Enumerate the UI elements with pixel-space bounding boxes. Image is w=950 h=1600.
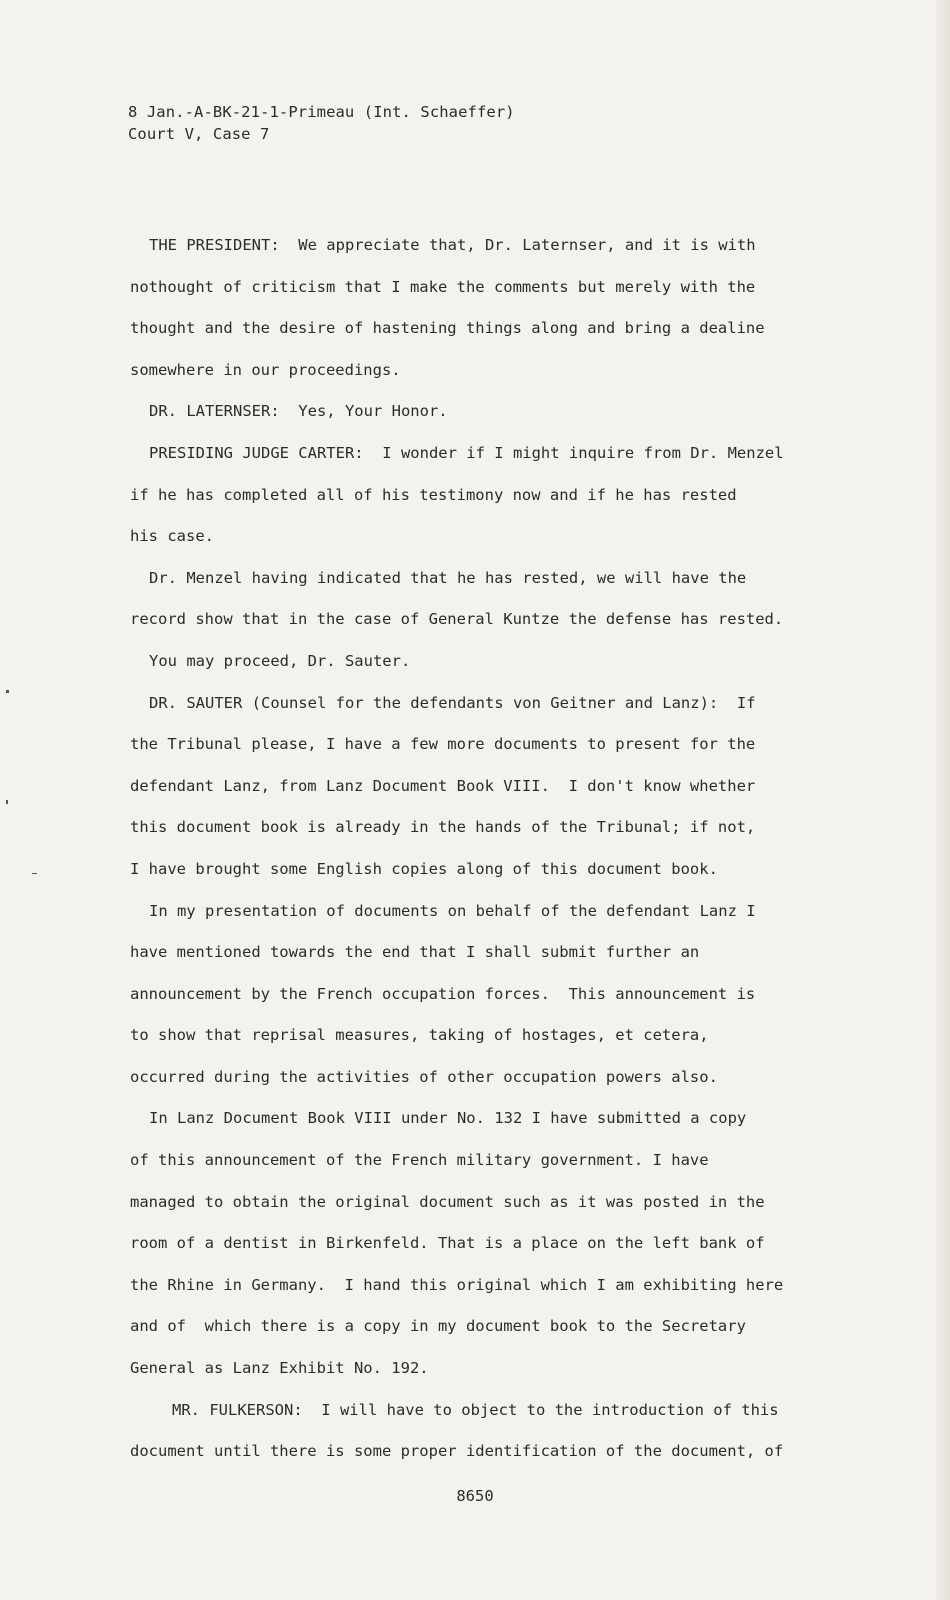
page-number: 8650 (456, 1487, 494, 1505)
page-edge (936, 0, 950, 1600)
margin-mark (6, 800, 8, 804)
transcript-line: document until there is some proper identification of the document, of (130, 1442, 784, 1461)
transcript-line: this document book is already in the hands of the Tribunal; if not, (130, 818, 756, 837)
transcript-line: General as Lanz Exhibit No. 192. (130, 1359, 429, 1378)
transcript-line: his case. (130, 527, 214, 546)
transcript-line: to show that reprisal measures, taking of hostages, et cetera, (130, 1026, 709, 1045)
transcript-line: the Tribunal please, I have a few more documents to present for the (130, 735, 756, 754)
transcript-line: record show that in the case of General Kuntze the defense has rested. (130, 610, 784, 629)
document-header (128, 101, 515, 145)
transcript-line: and of which there is a copy in my document book to the Secretary (130, 1317, 746, 1336)
transcript-line: somewhere in our proceedings. (130, 360, 401, 379)
margin-mark (32, 873, 37, 874)
transcript-line: nothought of criticism that I make the comments but merely with the (130, 277, 756, 296)
transcript-line: managed to obtain the original document such as it was posted in the (130, 1192, 765, 1211)
transcript-line: have mentioned towards the end that I shall submit further an (130, 943, 700, 962)
transcript-line: room of a dentist in Birkenfeld. That is a place on the left bank of (130, 1234, 765, 1253)
header-session-line: 8 Jan.-A-BK-21-1-Primeau (Int. Schaeffer) (128, 103, 515, 121)
margin-mark (6, 690, 9, 693)
transcript-body (130, 225, 860, 1473)
transcript-line: occurred during the activities of other occupation powers also. (130, 1067, 718, 1086)
transcript-line: MR. FULKERSON: I will have to object to the introduction of this (172, 1400, 779, 1419)
transcript-line: defendant Lanz, from Lanz Document Book VIII. I don't know whether (130, 776, 756, 795)
transcript-line: DR. SAUTER (Counsel for the defendants von Geitner and Lanz): If (149, 693, 756, 712)
transcript-line: PRESIDING JUDGE CARTER: I wonder if I might inquire from Dr. Menzel (149, 443, 784, 462)
transcript-line: In Lanz Document Book VIII under No. 132 I have submitted a copy (149, 1109, 747, 1128)
transcript-line: I have brought some English copies along of this document book. (130, 859, 718, 878)
transcript-line: You may proceed, Dr. Sauter. (149, 651, 411, 670)
transcript-line: if he has completed all of his testimony now and if he has rested (130, 485, 737, 504)
transcript-line: In my presentation of documents on behalf of the defendant Lanz I (149, 901, 756, 920)
transcript-line: of this announcement of the French military government. I have (130, 1151, 709, 1170)
transcript-line: Dr. Menzel having indicated that he has rested, we will have the (149, 568, 747, 587)
transcript-line: thought and the desire of hastening things along and bring a dealine (130, 319, 765, 338)
transcript-line: THE PRESIDENT: We appreciate that, Dr. Laternser, and it is with (149, 236, 756, 254)
transcript-line: the Rhine in Germany. I hand this original which I am exhibiting here (130, 1275, 784, 1294)
transcript-line: announcement by the French occupation forces. This announcement is (130, 984, 756, 1003)
transcript-line: DR. LATERNSER: Yes, Your Honor. (149, 402, 448, 421)
header-court-line: Court V, Case 7 (128, 125, 270, 143)
